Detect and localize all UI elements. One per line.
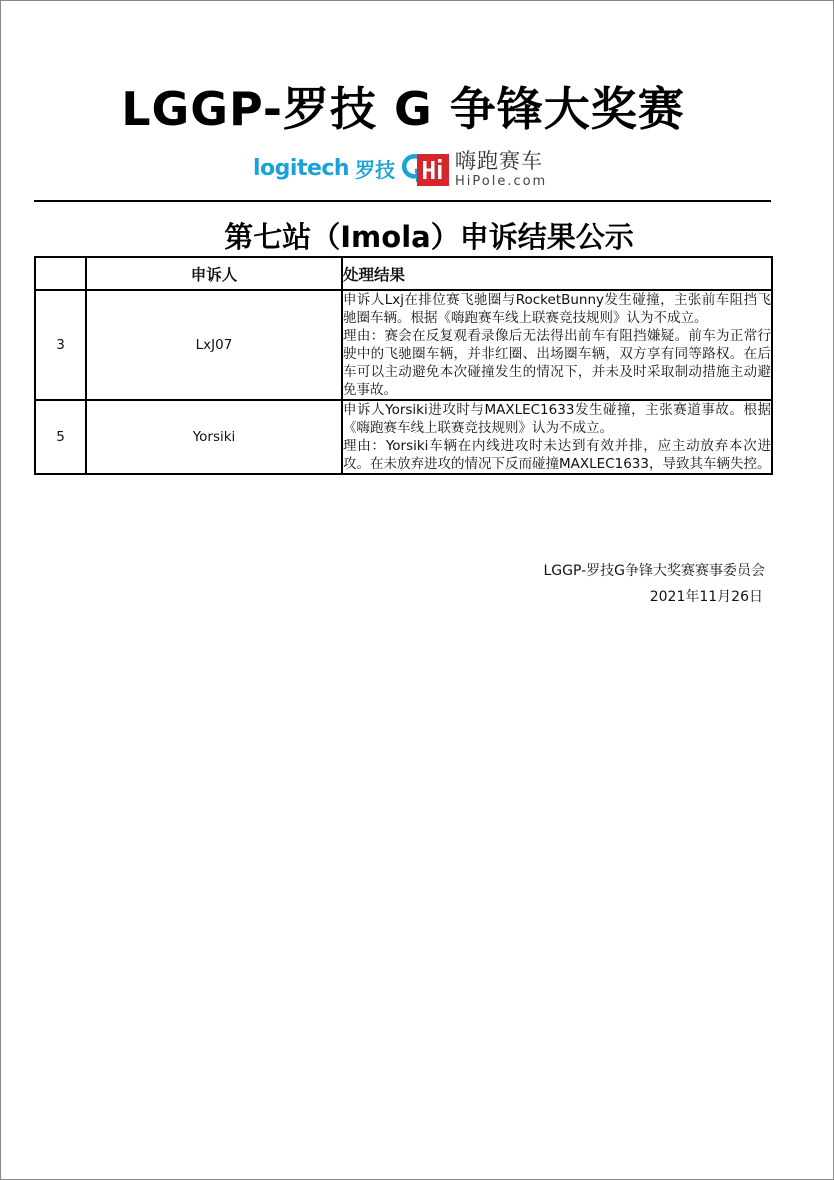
header-divider	[34, 200, 771, 202]
table-header-row	[35, 257, 772, 290]
issuing-organization: LGGP-罗技G争锋大奖赛赛事委员会	[543, 563, 765, 579]
result-reason: 理由：Yorsiki车辆在内线进攻时未达到有效并排，应主动放弃本次进攻。在未放弃进攻的情况下反而碰撞MAXLEC1633，导致其车辆失控。	[343, 438, 771, 472]
header-appellant: 申诉人	[86, 257, 342, 290]
appeal-results-table	[34, 256, 773, 475]
row-result	[342, 400, 772, 474]
result-decision: 申诉人Lxj在排位赛飞驰圈与RocketBunny发生碰撞，主张前车阻挡飞驰圈车辆。根据《嗨跑赛车线上联赛竞技规则》认为不成立。	[343, 292, 771, 326]
row-result	[342, 290, 772, 400]
logitech-cn-name: 罗技	[355, 157, 396, 182]
logitech-wordmark: logitech	[253, 155, 350, 181]
hipole-logo	[417, 151, 547, 188]
result-decision: 申诉人Yorsiki进攻时与MAXLEC1633发生碰撞，主张赛道事故。根据《嗨跑赛车线上联赛竞技规则》认为不成立。	[343, 402, 771, 436]
table-row	[35, 290, 772, 400]
announcement-title: 第七站（Imola）申诉结果公示	[224, 220, 634, 254]
table-row	[35, 400, 772, 474]
row-number: 5	[35, 400, 86, 474]
logitech-logo	[253, 153, 427, 183]
hipole-domain: HiPole.com	[455, 174, 548, 189]
page-title: LGGP-罗技 G 争锋大奖赛	[121, 82, 685, 136]
row-appellant: Yorsiki	[86, 400, 342, 474]
hipole-cn-name: 嗨跑赛车	[455, 149, 543, 173]
result-reason: 理由：赛会在反复观看录像后无法得出前车有阻挡嫌疑。前车为正常行驶中的飞驰圈车辆，并非红圈、出场圈车辆，双方享有同等路权。在后车可以主动避免本次碰撞发生的情况下，并未及时采取制动措施主动避免事故。	[343, 328, 771, 398]
issue-date: 2021年11月26日	[649, 589, 763, 605]
row-number: 3	[35, 290, 86, 400]
header-number	[35, 257, 86, 290]
header-result: 处理结果	[342, 257, 772, 290]
row-appellant: LxJ07	[86, 290, 342, 400]
hipole-mark-icon	[417, 154, 449, 186]
